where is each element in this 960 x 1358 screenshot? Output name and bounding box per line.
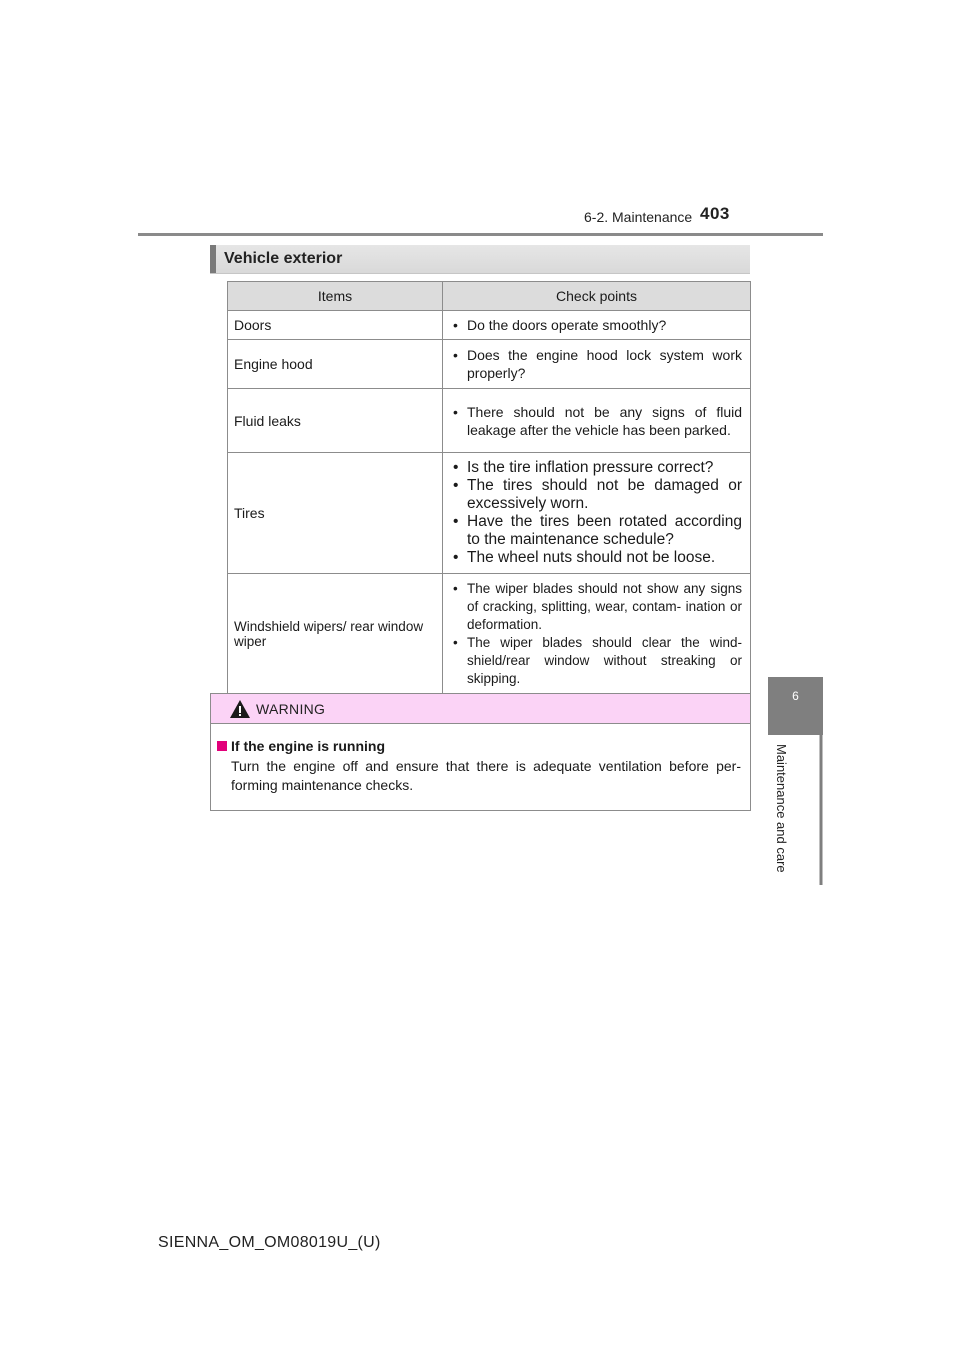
check-point: • Is the tire inflation pressure correct? [451, 459, 742, 477]
check-point: • The wiper blades should not show any signs of cracking, splitting, wear, contam- ination or deformation. [451, 580, 742, 634]
page-number: 403 [700, 204, 730, 223]
check-point: • Does the engine hood lock system work properly? [451, 346, 742, 382]
table-row [228, 574, 751, 695]
chapter-number: 6 [792, 689, 799, 703]
check-cell [443, 389, 751, 453]
check-point: • The wiper blades should clear the wind- shield/rear window without streaking or skipping. [451, 634, 742, 688]
check-point: • Have the tires been rotated according to the maintenance schedule? [451, 513, 742, 549]
check-point: • The wheel nuts should not be loose. [451, 549, 742, 567]
check-table [227, 281, 751, 695]
warning-title [217, 738, 385, 754]
section-heading-bar [210, 245, 216, 273]
item-cell: Windshield wipers/ rear window wiper [228, 574, 443, 695]
check-cell [443, 574, 751, 695]
check-point: • Do the doors operate smoothly? [451, 316, 742, 334]
table-header-row [228, 282, 751, 311]
check-point: • There should not be any signs of fluid leakage after the vehicle has been parked. [451, 403, 742, 439]
item-cell: Doors [228, 311, 443, 340]
table-row [228, 389, 751, 453]
chapter-label: Maintenance and care [774, 744, 789, 873]
check-cell [443, 340, 751, 389]
table-row [228, 340, 751, 389]
bullet-square-icon [217, 741, 227, 751]
header-rule [138, 233, 823, 236]
warning-header [211, 694, 750, 724]
table-row [228, 311, 751, 340]
item-cell: Tires [228, 453, 443, 574]
table-row [228, 453, 751, 574]
chapter-tab [768, 677, 823, 735]
section-title: Vehicle exterior [224, 250, 343, 267]
warning-label: WARNING [256, 701, 326, 717]
warning-box [210, 693, 751, 811]
header-check-points: Check points [443, 282, 751, 311]
section-heading [210, 245, 750, 274]
check-point: • The tires should not be damaged or excessively worn. [451, 477, 742, 513]
item-cell: Engine hood [228, 340, 443, 389]
header-items: Items [228, 282, 443, 311]
item-cell: Fluid leaks [228, 389, 443, 453]
warning-triangle-icon [229, 699, 251, 719]
section-label: 6-2. Maintenance [584, 209, 693, 225]
check-cell [443, 311, 751, 340]
footer-doc-code: SIENNA_OM_OM08019U_(U) [158, 1234, 381, 1251]
warning-text: Turn the engine off and ensure that there is adequate ventilation before per- forming maintenance checks. [231, 758, 741, 793]
check-cell [443, 453, 751, 574]
warning-title-text: If the engine is running [231, 738, 385, 754]
